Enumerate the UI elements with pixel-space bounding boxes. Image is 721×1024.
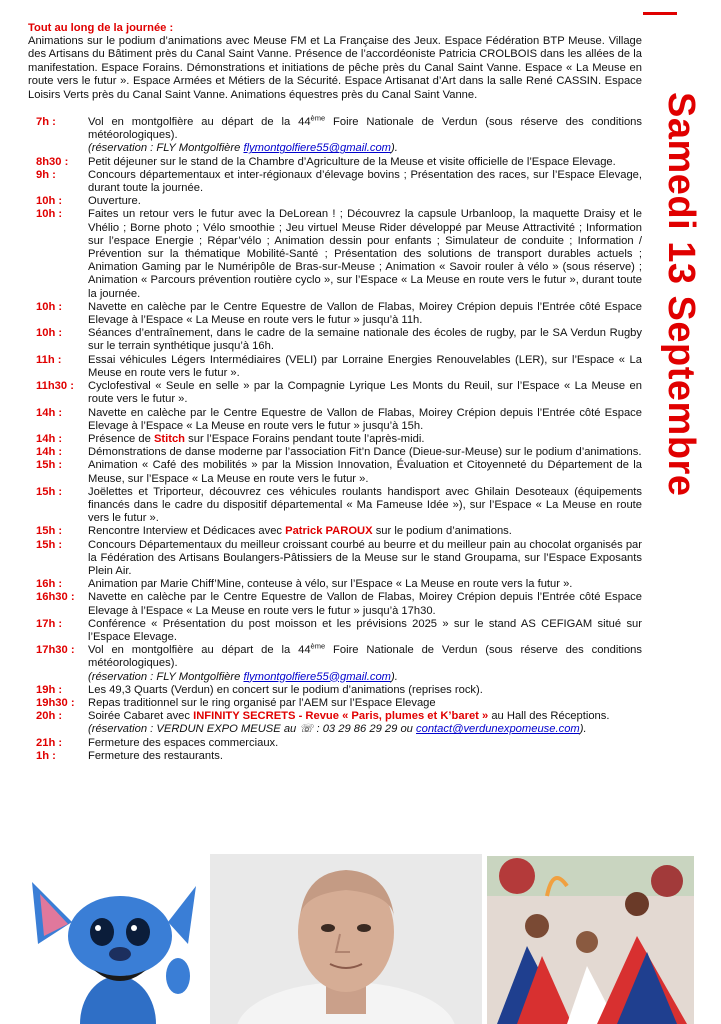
side-banner	[643, 0, 721, 520]
schedule-text: Fermeture des restaurants.	[88, 749, 223, 762]
schedule-row	[28, 327, 642, 353]
schedule-text-end: sur le podium d’animations.	[372, 525, 512, 538]
schedule-description	[88, 113, 642, 156]
schedule-description	[88, 156, 642, 169]
schedule-time: 20h :	[36, 710, 63, 723]
schedule-time: 16h30 :	[36, 591, 75, 604]
schedule-description	[88, 407, 642, 433]
schedule-time: 1h :	[36, 749, 56, 762]
highlight-name: INFINITY SECRETS - Revue « Paris, plumes et K’baret »	[193, 710, 489, 723]
schedule-description	[88, 433, 642, 446]
ordinal-suffix: ème	[310, 113, 326, 123]
schedule-text: Navette en calèche par le Centre Equestre de Vallon de Flabas, Moirey Crépion depuis l’Entrée côté Espace Elevage à l’Espace « La Meuse en route vers le futur » jusqu’à 15h.	[88, 406, 642, 432]
schedule-time: 7h :	[36, 116, 56, 129]
reservation-text-end: ).	[391, 670, 398, 683]
schedule-text-end: Foire Nationale de Verdun (sous réserve des conditions météorologiques).	[88, 116, 642, 142]
schedule-text: Navette en calèche par le Centre Equestre de Vallon de Flabas, Moirey Crépion depuis l’Entrée côté Espace Elevage à l’Espace « La Meuse en route vers le futur » jusqu’à 11h.	[88, 300, 642, 327]
schedule-text: Vol en montgolfière au départ de la 44	[88, 644, 311, 657]
schedule-time: 21h :	[36, 736, 63, 749]
schedule-row	[28, 407, 642, 433]
page-content	[28, 22, 642, 763]
schedule-time: 10h :	[36, 300, 63, 313]
schedule-text: Animation par Marie Chiff’Mine, conteuse à vélo, sur l’Espace « La Meuse en route vers la futur ».	[88, 578, 573, 591]
reservation-text: (réservation : FLY Montgolfière	[88, 670, 244, 683]
schedule-time: 17h :	[36, 617, 63, 630]
schedule-text: Essai véhicules Légers Intermédiaires (VELI) par Lorraine Energies Renouvelables (LER), sur l’Espace « La Meuse en route vers le futur ».	[88, 353, 642, 379]
schedule-time: 10h :	[36, 327, 63, 340]
schedule-time: 19h30 :	[36, 696, 75, 709]
reservation-text: (réservation : FLY Montgolfière	[88, 142, 244, 155]
schedule-time: 11h30 :	[36, 380, 74, 393]
schedule-description	[88, 684, 642, 697]
schedule-row	[28, 697, 642, 710]
schedule-row	[28, 710, 642, 736]
schedule-text: Navette en calèche par le Centre Equestre de Vallon de Flabas, Moirey Crépion depuis l’Entrée côté Espace Elevage à l’Espace « La Meuse en route vers le futur » jusqu’à 17h30.	[88, 591, 642, 617]
schedule-time: 14h :	[36, 432, 63, 445]
schedule-row	[28, 486, 642, 526]
schedule-row	[28, 156, 642, 169]
photo-strip	[0, 854, 721, 1024]
schedule-text-end: au Hall des Réceptions.	[488, 710, 610, 723]
schedule-description	[88, 208, 642, 300]
reservation-text-end: ).	[391, 142, 398, 155]
schedule-time: 10h :	[36, 208, 63, 221]
schedule-text: Les 49,3 Quarts (Verdun) en concert sur le podium d’animations (reprises rock).	[88, 683, 483, 696]
schedule-text: Faites un retour vers le futur avec la DeLorean ! ; Découvrez la capsule Urbanloop, la maquette Draisy et le Vhélio ; Borne photo ; Vélo smoothie ; Jeu virtuel Meuse Rider développé par Meuse Attractivité ; Information sur l’espace Energie ; Répar’vélo ; Animation dessin pour enfants ; Simulateur de conduite ; Information / Prévention sur la thématique Mobilité-Santé ; Présentation des solutions de transport durables actuels ; Animation Gaming par le Numéripôle de Bras-sur-Meuse ; Animation « Savoir rouler à vélo » (sous réserve) ; Animation « Parcours prévention routière cyclo », sur l’Espace « La Meuse en route vers le futur », durant toute la journée.	[88, 208, 642, 300]
schedule-description	[88, 750, 642, 763]
schedule-text: Animation « Café des mobilités » par la Mission Innovation, Évaluation et Citoyenneté du Département de la Meuse, sur l’Espace « La Meuse en route vers le futur ».	[88, 459, 642, 485]
schedule-row	[28, 459, 642, 485]
schedule-description	[88, 459, 642, 485]
schedule-text: Séances d’entraînement, dans le cadre de la semaine nationale des écoles de rugby, par le SA Verdun Rugby sur le terrain synthétique jusqu’à 16h.	[88, 327, 642, 353]
schedule-description	[88, 354, 642, 380]
schedule-text: Concours départementaux et inter-régionaux d’élevage bovins ; Présentation des races, sur l’Espace Elevage, durant toute la journée.	[88, 168, 642, 195]
schedule-row	[28, 208, 642, 300]
schedule-time: 19h :	[36, 683, 63, 696]
schedule-text-end: Foire Nationale de Verdun (sous réserve des conditions météorologiques).	[88, 644, 642, 670]
reservation-text-end: ).	[579, 723, 587, 736]
schedule-time: 15h :	[36, 459, 63, 472]
stitch-photo	[28, 874, 203, 1024]
schedule-time: 15h :	[36, 538, 63, 551]
reservation-note	[88, 142, 642, 155]
schedule-time: 15h :	[36, 485, 63, 498]
schedule-time: 15h :	[36, 525, 63, 538]
email-link[interactable]: contact@verdunexpomeuse.com	[416, 723, 580, 736]
highlight-name: Stitch	[153, 432, 186, 445]
schedule-text: Repas traditionnel sur le ring organisé par l’AEM sur l’Espace Elevage	[88, 696, 436, 709]
schedule-time: 14h :	[36, 446, 63, 459]
schedule-description	[88, 710, 642, 736]
schedule-description	[88, 578, 642, 591]
schedule-row	[28, 591, 642, 617]
schedule-time: 14h :	[36, 406, 63, 419]
email-link[interactable]: flymontgolfiere55@gmail.com	[243, 142, 391, 155]
intro-text: Animations sur le podium d’animations avec Meuse FM et La Française des Jeux. Espace Fédération BTP Meuse. Village des Artisans du Bâtiment près du Canal Saint Vanne. Présence de l’accordéoniste Patricia CROLBOIS dans les allées de la manifestation. Espace Forains. Démonstrations et initiations de pêche près du Canal Saint Vanne. Espace « La Meuse en route vers le futur ». Espace Armées et Métiers de la Sécurité. Espace Artisanat d’Art dans la salle René CASSIN. Espace Loisirs Verts près du Canal Saint Vanne. Animations équestres près du Canal Saint Vanne.	[28, 35, 642, 101]
schedule-row	[28, 737, 642, 750]
reservation-note	[88, 723, 642, 736]
schedule-row	[28, 113, 642, 156]
schedule-row	[28, 525, 642, 538]
schedule-text: Fermeture des espaces commerciaux.	[88, 736, 279, 749]
schedule-text: Conférence « Présentation du post moisson et les prévisions 2025 » sur le stand AS CEFIGAM situé sur l’Espace Elevage.	[88, 617, 642, 643]
intro-title: Tout au long de la journée :	[28, 22, 174, 34]
reservation-note	[88, 671, 642, 684]
schedule-time: 8h30 :	[36, 155, 69, 168]
schedule-row	[28, 195, 642, 208]
schedule-text: Joëlettes et Triporteur, découvrez ces véhicules roulants handisport avec Ghilain Desoteaux (équipements financés dans le cadre du dispositif départemental « Ma Fameuse Idée »), sur l’Espace « La Meuse en route vers le futur ».	[88, 485, 642, 525]
schedule-description	[88, 169, 642, 195]
schedule-text: Ouverture.	[88, 195, 141, 208]
schedule-row	[28, 380, 642, 406]
schedule-row	[28, 750, 642, 763]
schedule-text: Démonstrations de danse moderne par l’association Fit’n Dance (Dieue-sur-Meuse) sur le podium d’animations.	[88, 446, 642, 459]
schedule-list	[28, 113, 642, 763]
schedule-description	[88, 697, 642, 710]
schedule-description	[88, 591, 642, 617]
schedule-description	[88, 446, 642, 459]
schedule-row	[28, 169, 642, 195]
schedule-time: 16h :	[36, 578, 63, 591]
schedule-description	[88, 525, 642, 538]
schedule-text: Rencontre Interview et Dédicaces avec	[88, 525, 286, 538]
schedule-text: Concours Départementaux du meilleur croissant courbé au beurre et du meilleur pain au chocolat organisés par la Fédération des Artisans Boulangers-Pâtissiers de la Meuse sur le stand Groupama, sur l’Espace Exposants Plein Air.	[88, 538, 642, 577]
schedule-row	[28, 354, 642, 380]
schedule-row	[28, 539, 642, 579]
schedule-row	[28, 641, 642, 684]
schedule-row	[28, 301, 642, 327]
schedule-time: 9h :	[36, 168, 56, 181]
schedule-time: 11h :	[36, 353, 62, 366]
day-title: Samedi 13 Septembre	[660, 92, 702, 497]
schedule-text: Vol en montgolfière au départ de la 44	[88, 116, 311, 129]
schedule-row	[28, 578, 642, 591]
schedule-text: Petit déjeuner sur le stand de la Chambre d’Agriculture de la Meuse et visite officielle de l’Espace Elevage.	[88, 155, 616, 168]
schedule-text: Présence de	[88, 432, 154, 445]
reservation-text: (réservation : VERDUN EXPO MEUSE au ☏ : 03 29 86 29 29 ou	[88, 723, 417, 736]
schedule-description	[88, 641, 642, 684]
cabaret-photo	[487, 856, 694, 1024]
schedule-row	[28, 684, 642, 697]
schedule-description	[88, 486, 642, 526]
ordinal-suffix: ème	[310, 641, 326, 651]
side-divider	[643, 12, 677, 15]
patrick-paroux-photo	[210, 854, 482, 1024]
schedule-description	[88, 195, 642, 208]
schedule-row	[28, 618, 642, 644]
schedule-description	[88, 327, 642, 353]
schedule-description	[88, 380, 642, 406]
email-link[interactable]: flymontgolfiere55@gmail.com	[243, 670, 391, 683]
schedule-description	[88, 301, 642, 327]
schedule-text-end: sur l’Espace Forains pendant toute l’après-midi.	[185, 432, 425, 445]
schedule-row	[28, 433, 642, 446]
schedule-description	[88, 737, 642, 750]
schedule-time: 10h :	[36, 195, 63, 208]
schedule-row	[28, 446, 642, 459]
schedule-description	[88, 539, 642, 579]
schedule-description	[88, 618, 642, 644]
schedule-text: Soirée Cabaret avec	[88, 710, 194, 723]
highlight-name: Patrick PAROUX	[285, 525, 373, 538]
schedule-time: 17h30 :	[36, 644, 75, 657]
schedule-text: Cyclofestival « Seule en selle » par la Compagnie Lyrique Les Monts du Reuil, sur l’Espace « La Meuse en route vers le futur ».	[88, 380, 642, 406]
